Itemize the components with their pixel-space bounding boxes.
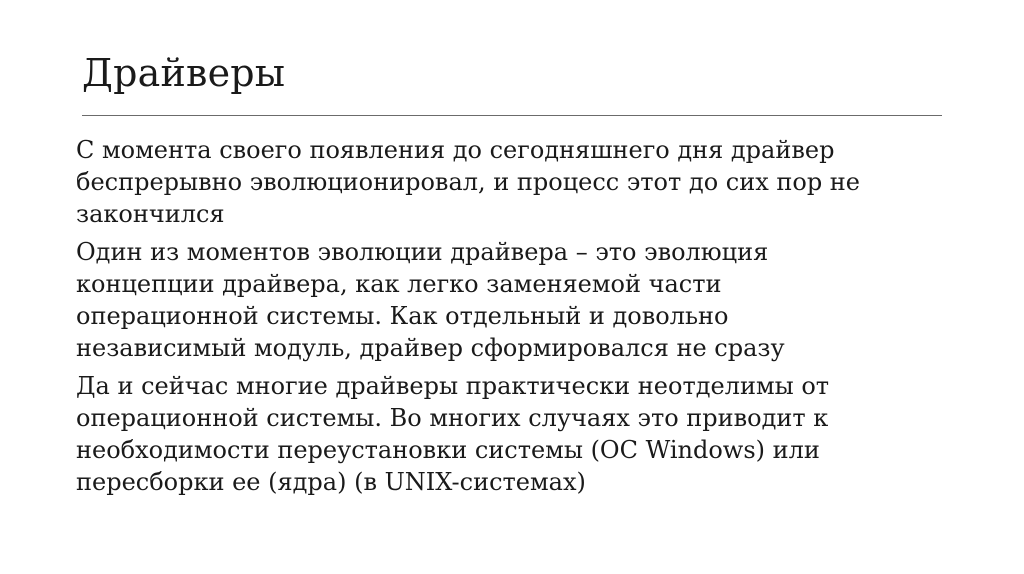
slide-body [76, 134, 956, 504]
paragraph-line: операционной системы. Во многих случаях это приводит к [76, 404, 829, 432]
title-divider [82, 115, 942, 116]
paragraph-1 [76, 134, 956, 230]
paragraph-2 [76, 236, 956, 364]
paragraph-line: концепции драйвера, как легко заменяемой части [76, 270, 722, 298]
paragraph-line: пересборки ее (ядра) (в UNIX-системах) [76, 468, 586, 496]
paragraph-line: независимый модуль, драйвер сформировался не сразу [76, 334, 785, 362]
slide-title: Драйверы [82, 51, 286, 95]
paragraph-line: операционной системы. Как отдельный и довольно [76, 302, 729, 330]
paragraph-3 [76, 370, 956, 498]
paragraph-line: беспрерывно эволюционировал, и процесс этот до сих пор не [76, 168, 861, 196]
paragraph-line: Один из моментов эволюции драйвера – это эволюция [76, 238, 769, 266]
paragraph-line: необходимости переустановки системы (ОС Windows) или [76, 436, 820, 464]
paragraph-line: С момента своего появления до сегодняшнего дня драйвер [76, 136, 835, 164]
paragraph-line: закончился [76, 200, 225, 228]
paragraph-line: Да и сейчас многие драйверы практически неотделимы от [76, 372, 830, 400]
